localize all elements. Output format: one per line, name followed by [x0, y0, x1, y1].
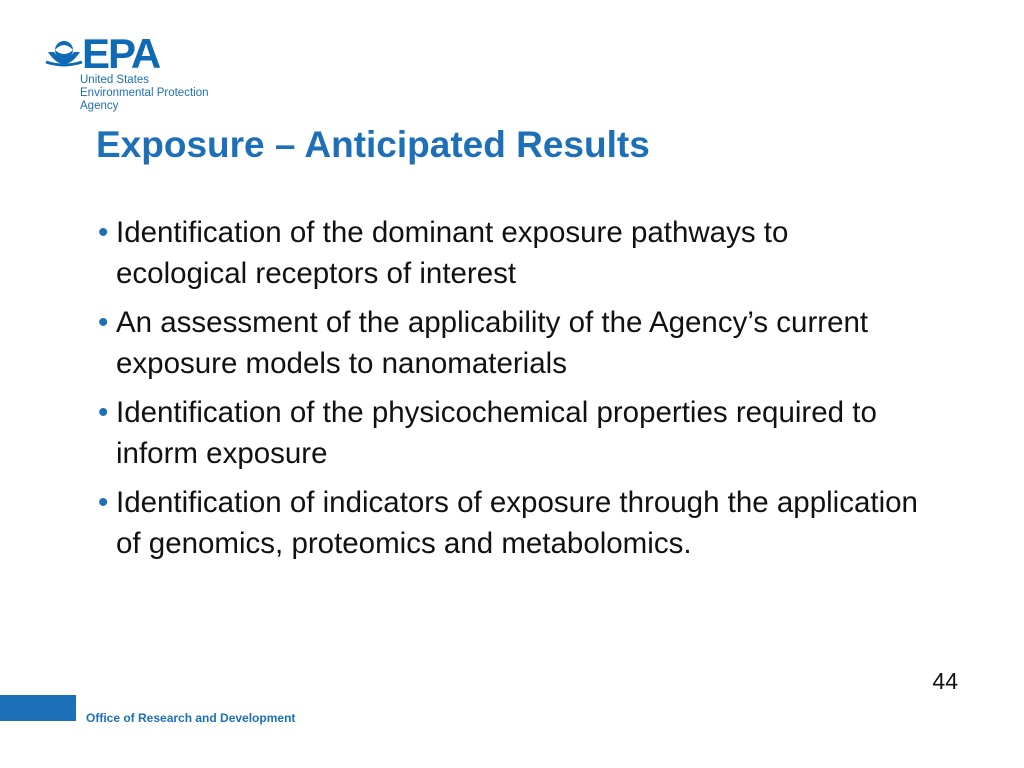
bullet-text: Identification of the physicochemical properties required to inform exposure: [116, 396, 877, 470]
bullet-marker: •: [98, 486, 109, 519]
bullet-text: An assessment of the applicability of the Agency’s current exposure models to nanomaterials: [116, 306, 869, 380]
bullet-item: [96, 302, 926, 384]
logo-line: Environmental Protection: [80, 87, 209, 99]
logo-agency-name: [80, 74, 208, 113]
bullet-marker: •: [98, 216, 109, 249]
logo-line: Agency: [80, 100, 119, 112]
epa-logo: [44, 30, 244, 112]
epa-flower-icon: [44, 36, 84, 72]
page-number: 44: [932, 668, 958, 694]
bullet-item: [96, 212, 926, 294]
bullet-item: [96, 482, 926, 564]
bullet-item: [96, 392, 926, 474]
bullet-text: Identification of the dominant exposure pathways to ecological receptors of interest: [116, 216, 789, 290]
bullet-marker: •: [98, 306, 109, 339]
bullet-marker: •: [98, 396, 109, 429]
bullet-list: [96, 212, 926, 572]
footer-accent-bar: [0, 695, 76, 721]
bullet-text: Identification of indicators of exposure through the application of genomics, proteomics and metabolomics.: [116, 486, 918, 560]
logo-line: United States: [80, 74, 150, 86]
logo-wordmark: EPA: [82, 30, 160, 77]
slide-title: Exposure – Anticipated Results: [96, 124, 650, 165]
footer-office-name: Office of Research and Development: [86, 711, 296, 725]
